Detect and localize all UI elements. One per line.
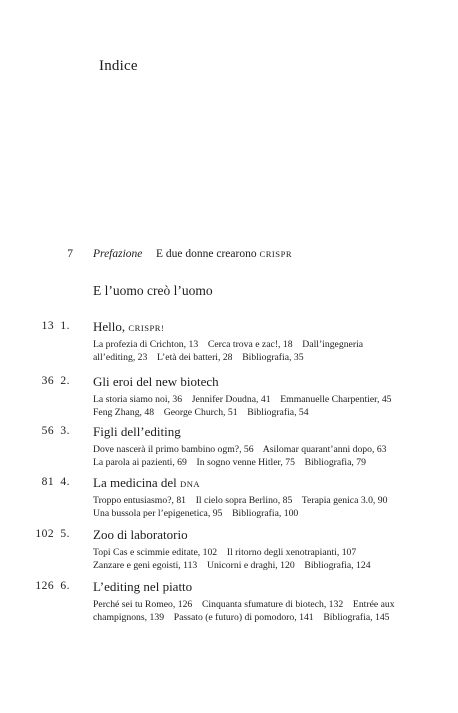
chapter-title: Figli dell’editing: [93, 424, 181, 439]
chapter-page-number: 126 6.: [35, 580, 70, 592]
preface-page-number: 7: [67, 248, 73, 260]
chapter-sections: [93, 494, 413, 520]
section-line: all’editing, 23 L’età dei batteri, 28 Bibliografia, 35: [93, 352, 304, 363]
page-title: Indice: [99, 58, 138, 74]
section-line: Perché sei tu Romeo, 126 Cinquanta sfumature di biotech, 132 Entrée aux: [93, 599, 395, 610]
chapter-title: Zoo di laboratorio: [93, 527, 188, 542]
section-line: La profezia di Crichton, 13 Cerca trova e zac!, 18 Dall’ingegneria: [93, 339, 364, 350]
section-line: Troppo entusiasmo?, 81 Il cielo sopra Berlino, 85 Terapia genica 3.0, 90: [93, 495, 388, 506]
chapter-title: L’editing nel piatto: [93, 579, 193, 594]
section-line: champignons, 139 Passato (e futuro) di pomodoro, 141 Bibliografia, 145: [93, 612, 390, 623]
chapter-title: La medicina del DNA: [93, 475, 201, 490]
chapter-sections: [93, 393, 413, 419]
section-line: Una bussola per l’epigenetica, 95 Bibliografia, 100: [93, 508, 299, 519]
section-line: Zanzare e geni egoisti, 113 Unicorni e draghi, 120 Bibliografia, 124: [93, 560, 371, 571]
chapter-page-number: 56 3.: [41, 425, 70, 437]
chapter-sections: [93, 546, 413, 572]
chapter-page-number: 36 2.: [41, 375, 70, 387]
chapter-title: Gli eroi del new biotech: [93, 374, 219, 389]
chapter-sections: [93, 443, 413, 469]
section-line: Dove nascerà il primo bambino ogm?, 56 Asilomar quarant’anni dopo, 63: [93, 444, 387, 455]
chapter-sections: [93, 598, 413, 624]
part-title: E l’uomo creò l’uomo: [93, 283, 213, 298]
preface-label: Prefazione: [93, 248, 143, 260]
chapter-title: Hello, CRISPR!: [93, 319, 165, 334]
section-line: Topi Cas e scimmie editate, 102 Il ritorno degli xenotrapianti, 107: [93, 547, 357, 558]
section-line: Feng Zhang, 48 George Church, 51 Bibliografia, 54: [93, 407, 309, 418]
chapter-page-number: 13 1.: [41, 320, 70, 332]
section-line: La storia siamo noi, 36 Jennifer Doudna, 41 Emmanuelle Charpentier, 45: [93, 394, 392, 405]
chapter-sections: [93, 338, 413, 364]
section-line: La parola ai pazienti, 69 In sogno venne Hitler, 75 Bibliografia, 79: [93, 457, 366, 468]
preface-title: E due donne crearono CRISPR: [156, 248, 293, 260]
chapter-page-number: 81 4.: [41, 476, 70, 488]
chapter-page-number: 102 5.: [35, 528, 70, 540]
